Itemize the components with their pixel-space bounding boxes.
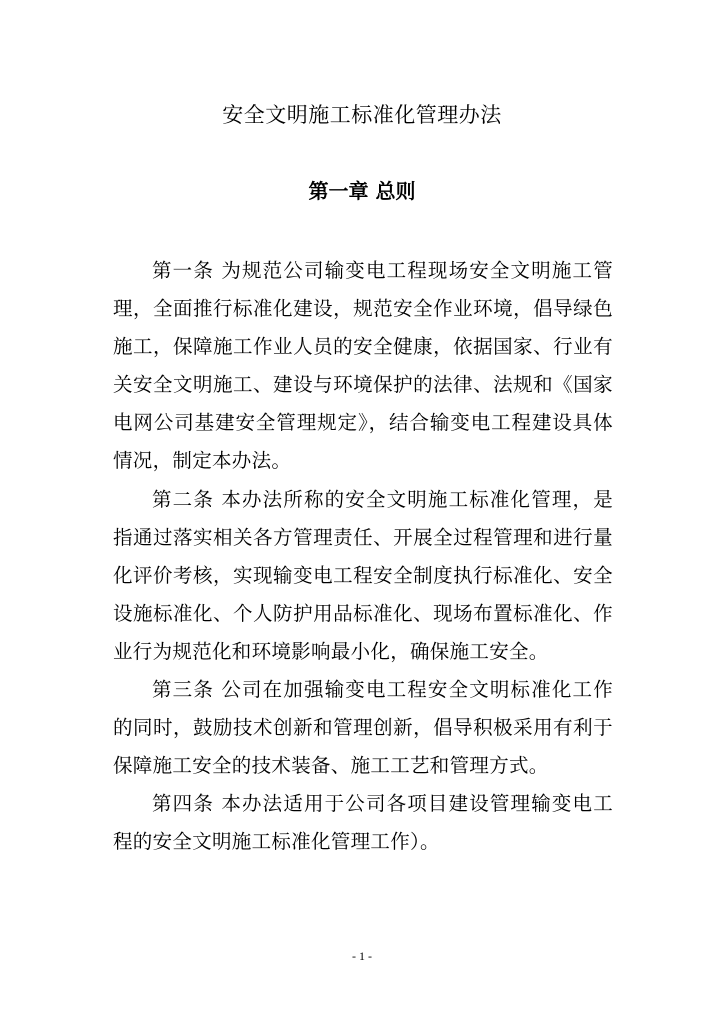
chapter-heading: 第一章 总则 [308, 179, 416, 203]
article-3: 第三条 公司在加强输变电工程安全文明标准化工作的同时，鼓励技术创新和管理创新，倡导积极采用有利于保障施工安全的技术装备、施工工艺和管理方式。 [113, 678, 613, 778]
article-1: 第一条 为规范公司输变电工程现场安全文明施工管理，全面推行标准化建设，规范安全作业环境，倡导绿色施工，保障施工作业人员的安全健康，依据国家、行业有关安全文明施工、建设与环境保护的法律、法规和《国家电网公司基建安全管理规定》，结合输变电工程建设具体情况，制定本办法。 [113, 259, 613, 473]
article-4: 第四条 本办法适用于公司各项目建设管理输变电工程的安全文明施工标准化管理工作）。 [113, 792, 613, 854]
document-title: 安全文明施工标准化管理办法 [222, 103, 502, 127]
document-body [113, 252, 613, 862]
page-number: - 1 - [352, 949, 372, 963]
article-2: 第二条 本办法所称的安全文明施工标准化管理，是指通过落实相关各方管理责任、开展全过程管理和进行量化评价考核，实现输变电工程安全制度执行标准化、安全设施标准化、个人防护用品标准化、现场布置标准化、作业行为规范化和环境影响最小化，确保施工安全。 [113, 487, 613, 663]
